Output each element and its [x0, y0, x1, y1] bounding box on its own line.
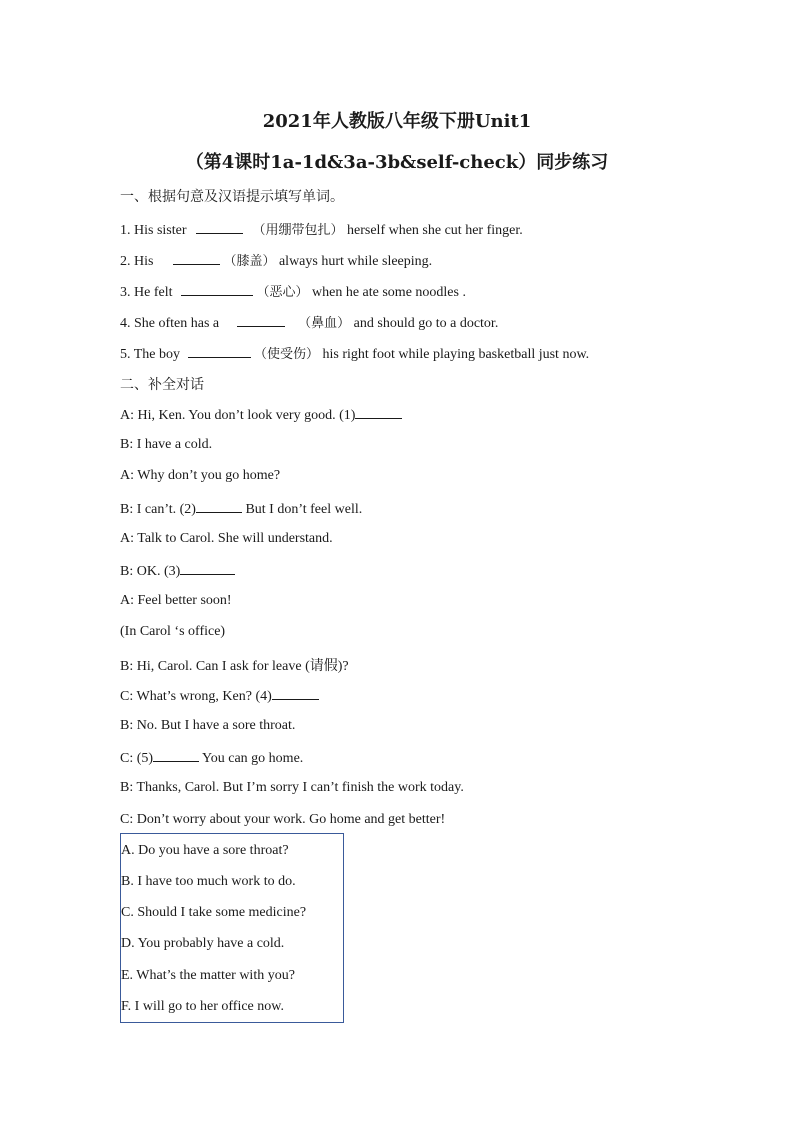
dialogue-text: C: (5) [120, 751, 154, 766]
dialogue-line: B: No. But I have a sore throat. [120, 718, 296, 733]
answer-blank[interactable] [237, 314, 285, 327]
item-text: and should go to a doctor. [353, 316, 499, 331]
option-a: A. Do you have a sore throat? [121, 843, 289, 858]
answer-blank[interactable] [188, 345, 251, 358]
item-text: 2. His [120, 254, 154, 269]
chinese-hint: （鼻血） [298, 316, 351, 331]
item-text: his right foot while playing basketball just now. [322, 347, 590, 362]
option-c: C. Should I take some medicine? [121, 905, 307, 920]
answer-blank[interactable] [180, 562, 235, 575]
stage-direction: (In Carol ‘s office) [120, 624, 226, 639]
answer-blank[interactable] [196, 500, 242, 513]
document-subtitle: （第4课时1a-1d&3a-3b&self-check）同步练习 [185, 152, 609, 173]
dialogue-line: A: Feel better soon! [120, 593, 232, 608]
document-title: 2021年人教版八年级下册Unit1 [262, 111, 532, 132]
dialogue-line: B: Hi, Carol. Can I ask for leave (请假)? [120, 659, 349, 674]
dialogue-text: But I don’t feel well. [241, 502, 363, 517]
dialogue-line [120, 687, 319, 705]
item-text: 5. The boy [120, 347, 181, 362]
dialogue-line [120, 562, 235, 580]
option-e: E. What’s the matter with you? [121, 968, 295, 983]
item-text: always hurt while sleeping. [278, 254, 433, 269]
answer-blank[interactable] [181, 283, 253, 296]
item-text: when he ate some noodles . [312, 285, 466, 300]
section-2-heading: 二、补全对话 [120, 377, 204, 393]
item-text: 1. His sister [120, 223, 187, 238]
answer-blank[interactable] [173, 252, 220, 265]
dialogue-text: A: Hi, Ken. You don’t look very good. (1) [120, 408, 356, 423]
dialogue-line [120, 749, 303, 767]
chinese-hint: （恶心） [256, 285, 309, 300]
dialogue-line: A: Talk to Carol. She will understand. [120, 531, 333, 546]
fill-item-5 [120, 343, 589, 363]
dialogue-line: C: Don’t worry about your work. Go home and get better! [120, 812, 446, 827]
option-d: D. You probably have a cold. [121, 936, 285, 951]
dialogue-line: B: Thanks, Carol. But I’m sorry I can’t finish the work today. [120, 780, 464, 795]
dialogue-text: B: I can’t. (2) [120, 502, 196, 517]
chinese-hint: （用绷带包扎） [252, 223, 344, 238]
fill-item-4 [120, 312, 498, 332]
dialogue-text: B: OK. (3) [120, 564, 181, 579]
dialogue-text: C: What’s wrong, Ken? (4) [120, 689, 272, 704]
dialogue-line: B: I have a cold. [120, 437, 213, 452]
option-f: F. I will go to her office now. [121, 999, 284, 1014]
answer-blank[interactable] [272, 687, 319, 700]
options-box [120, 833, 344, 1023]
chinese-hint: （膝盖） [223, 254, 276, 269]
option-b: B. I have too much work to do. [121, 874, 296, 889]
answer-blank[interactable] [153, 749, 199, 762]
fill-item-3 [120, 281, 466, 301]
dialogue-line [120, 406, 402, 424]
dialogue-text: You can go home. [199, 751, 304, 766]
fill-item-1 [120, 219, 523, 239]
dialogue-line: A: Why don’t you go home? [120, 468, 281, 483]
answer-blank[interactable] [196, 221, 243, 234]
answer-blank[interactable] [355, 406, 402, 419]
item-text: 3. He felt [120, 285, 173, 300]
chinese-hint: （使受伤） [254, 347, 320, 362]
fill-item-2 [120, 250, 432, 270]
item-text: herself when she cut her finger. [347, 223, 523, 238]
section-1-heading: 一、根据句意及汉语提示填写单词。 [120, 189, 344, 205]
item-text: 4. She often has a [120, 316, 220, 331]
dialogue-line [120, 500, 362, 518]
